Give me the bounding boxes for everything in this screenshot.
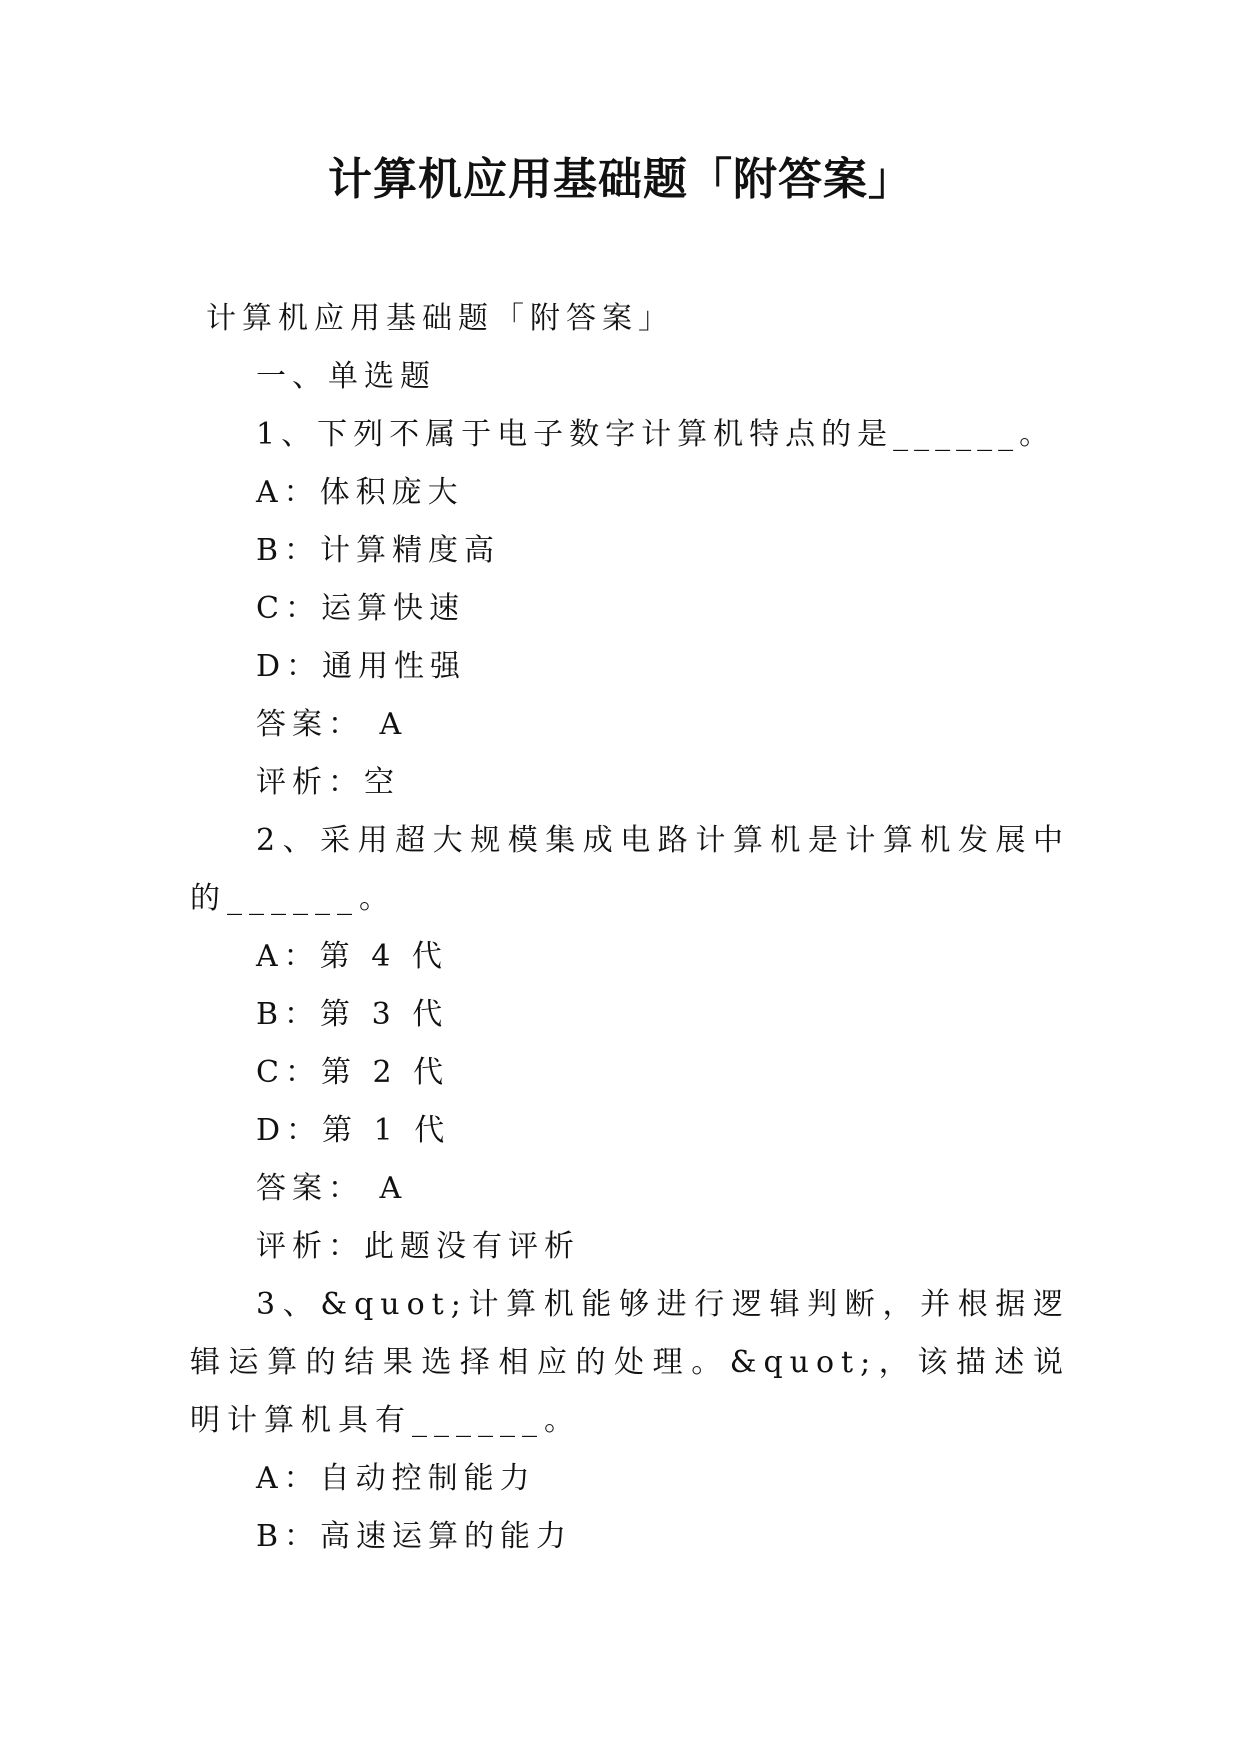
question-1-stem: 1、下列不属于电子数字计算机特点的是______。: [256, 417, 1056, 452]
document-title: 计算机应用基础题「附答案」: [328, 154, 913, 205]
question-3-option-a: A：自动控制能力: [256, 1461, 536, 1496]
question-2-option-d: D：第 1 代: [256, 1113, 451, 1148]
document-subtitle: 计算机应用基础题「附答案」: [206, 301, 674, 336]
section-heading: 一、单选题: [256, 359, 436, 394]
question-2-stem: 2、采用超大规模集成电路计算机是计算机发展中的______。: [190, 823, 1070, 916]
question-1-option-b: B：计算精度高: [256, 533, 501, 568]
question-2-option-a: A：第 4 代: [256, 939, 448, 974]
question-2-answer: 答案： A: [256, 1171, 408, 1206]
question-2-option-c: C：第 2 代: [256, 1055, 450, 1090]
question-1-option-a: A：体积庞大: [256, 475, 464, 510]
question-1-option-d: D：通用性强: [256, 649, 467, 684]
question-2-analysis: 评析：此题没有评析: [256, 1229, 580, 1264]
question-2-option-b: B：第 3 代: [256, 997, 449, 1032]
question-3-stem: 3、&quot;计算机能够进行逻辑判断，并根据逻辑运算的结果选择相应的处理。&quot;，该描述说明计算机具有______。: [190, 1287, 1070, 1438]
document-body: [190, 290, 1070, 1566]
question-3-option-b: B：高速运算的能力: [256, 1519, 573, 1554]
question-1-analysis: 评析：空: [256, 765, 400, 800]
question-1-option-c: C：运算快速: [256, 591, 465, 626]
question-1-answer: 答案： A: [256, 707, 408, 742]
